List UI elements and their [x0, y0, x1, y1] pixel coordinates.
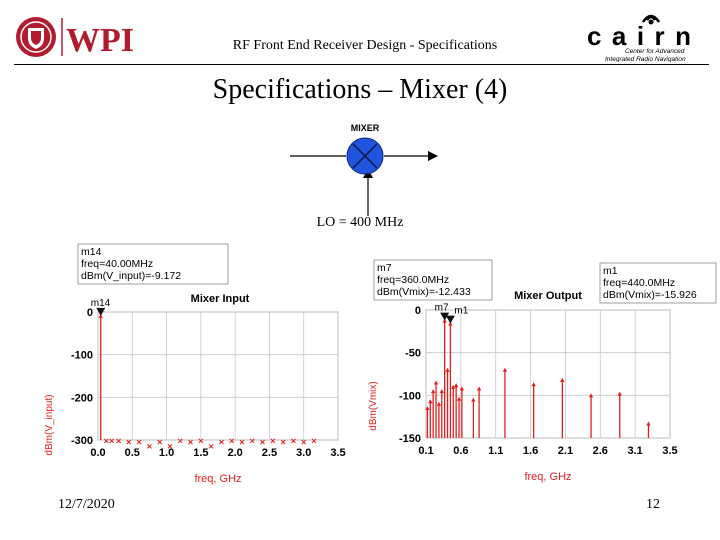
y-tick-label: 0 — [86, 307, 93, 319]
marker-readout-line: dBm(V_input)=-9.172 — [81, 270, 182, 282]
chart-input-title: Mixer Input — [190, 293, 250, 305]
plot-area — [98, 312, 338, 440]
x-tick-label: 3.1 — [627, 445, 643, 457]
chart-output-xlabel: freq, GHz — [524, 471, 572, 483]
x-tick-label: 3.5 — [662, 445, 678, 457]
lo-label: LO = 400 MHz — [316, 215, 404, 230]
cairn-subtitle-2: Integrated Radio Navigation — [605, 56, 686, 62]
chart-input-xlabel: freq, GHz — [194, 473, 242, 485]
noise-floor-mark — [302, 440, 306, 444]
noise-floor-mark — [147, 444, 151, 448]
noise-floor-mark — [127, 440, 131, 444]
y-tick-label: -150 — [398, 433, 421, 445]
x-tick-label: 1.6 — [522, 445, 539, 457]
noise-floor-mark — [219, 440, 223, 444]
noise-floor-mark — [209, 444, 213, 448]
marker-readout-line: m7 — [377, 262, 392, 274]
y-tick-label: -100 — [70, 349, 93, 362]
x-tick-label: 0.1 — [418, 445, 434, 457]
marker-readout-line: freq=440.0MHz — [603, 277, 676, 289]
y-tick-label: -300 — [70, 435, 93, 447]
cairn-logo — [585, 10, 715, 62]
wpi-logo — [14, 14, 134, 60]
header-rule — [14, 64, 709, 65]
cairn-subtitle-1: Center for Advanced — [625, 48, 685, 55]
x-tick-label: 0.5 — [124, 447, 140, 459]
wpi-logo-text: WPI — [66, 22, 134, 59]
footer-date: 12/7/2020 — [58, 497, 115, 512]
chart-output-ylabel: dBm(Vmix) — [368, 381, 379, 431]
x-tick-label: 2.1 — [557, 445, 574, 457]
slide-title: Specifications – Mixer (4) — [212, 74, 508, 105]
noise-floor-mark — [189, 440, 193, 444]
x-tick-label: 2.6 — [592, 445, 608, 457]
mixer-output-chart — [360, 258, 720, 490]
marker-readout-line: dBm(Vmix)=-15.926 — [603, 289, 697, 301]
noise-floor-mark — [261, 440, 265, 444]
x-tick-label: 3.5 — [330, 447, 346, 459]
x-tick-label: 1.0 — [158, 447, 175, 459]
cairn-logo-text: cairn — [587, 21, 691, 51]
marker-readout-line: freq=40.00MHz — [81, 258, 154, 270]
plot-area — [426, 310, 670, 438]
x-tick-label: 2.0 — [227, 447, 243, 459]
mixer-symbol-label: MIXER — [350, 123, 380, 133]
header-title: RF Front End Receiver Design - Specifications — [232, 38, 498, 53]
noise-floor-mark — [281, 440, 285, 444]
y-tick-label: -200 — [70, 392, 93, 405]
x-tick-label: 0.6 — [453, 445, 469, 457]
y-tick-label: -50 — [405, 347, 421, 360]
mixer-symbol — [280, 118, 450, 218]
marker-readout-line: dBm(Vmix)=-12.433 — [377, 286, 471, 298]
marker-readout-line: freq=360.0MHz — [377, 274, 450, 286]
marker-readout-line: m1 — [603, 265, 618, 277]
chart-input-ylabel: dBm(V_input) — [44, 394, 55, 456]
y-tick-label: -100 — [398, 390, 421, 403]
x-tick-label: 0.0 — [90, 447, 106, 459]
marker-readout-line: m14 — [81, 246, 102, 258]
noise-floor-mark — [158, 440, 162, 444]
x-tick-label: 1.1 — [488, 445, 504, 457]
footer-page: 12 — [646, 497, 660, 512]
noise-floor-mark — [137, 440, 141, 444]
y-tick-label: 0 — [414, 305, 421, 317]
mixer-input-chart — [40, 240, 350, 490]
wpi-seal — [16, 17, 56, 57]
noise-floor-mark — [240, 440, 244, 444]
x-tick-label: 2.5 — [261, 447, 278, 459]
marker-tag: m7 — [434, 302, 449, 314]
x-tick-label: 3.0 — [296, 447, 312, 459]
marker-tag: m1 — [454, 305, 469, 317]
chart-output-title: Mixer Output — [514, 290, 582, 302]
marker-tag: m14 — [90, 297, 111, 309]
x-tick-label: 1.5 — [193, 447, 209, 459]
